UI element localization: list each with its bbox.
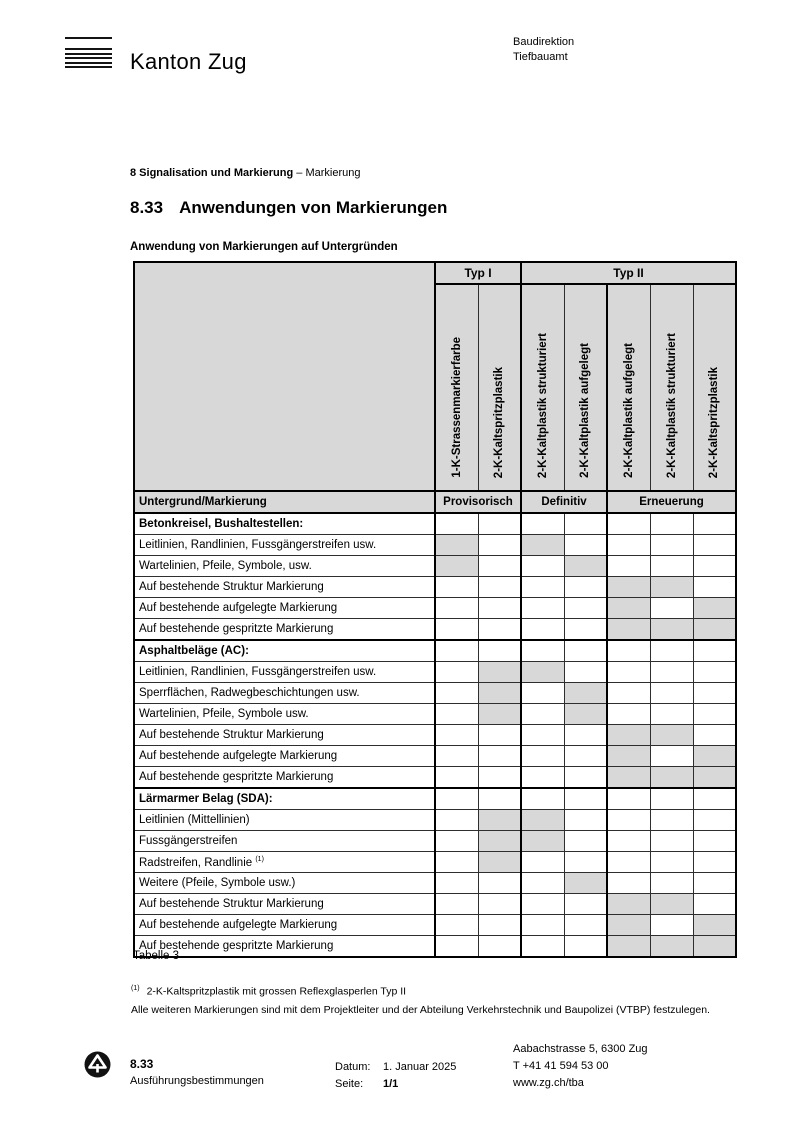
applicable-cell bbox=[564, 683, 607, 704]
applicable-cell bbox=[521, 810, 564, 831]
empty-cell bbox=[435, 513, 478, 535]
applicable-cell bbox=[478, 683, 521, 704]
empty-cell bbox=[564, 513, 607, 535]
empty-cell bbox=[650, 704, 693, 725]
empty-cell bbox=[693, 535, 736, 556]
empty-cell bbox=[693, 513, 736, 535]
empty-cell bbox=[564, 598, 607, 619]
empty-cell bbox=[521, 683, 564, 704]
applicable-cell bbox=[435, 535, 478, 556]
empty-cell bbox=[521, 598, 564, 619]
column-header-cell-7 bbox=[693, 284, 736, 491]
empty-cell bbox=[435, 788, 478, 810]
row-label: Auf bestehende gespritzte Markierung bbox=[134, 767, 435, 789]
page-title bbox=[130, 198, 447, 218]
applicable-cell bbox=[650, 725, 693, 746]
applicable-cell bbox=[693, 598, 736, 619]
applicable-cell bbox=[478, 662, 521, 683]
empty-cell bbox=[435, 577, 478, 598]
date-value: 1. Januar 2025 bbox=[383, 1061, 457, 1073]
empty-cell bbox=[521, 936, 564, 958]
applicable-cell bbox=[607, 915, 650, 936]
date-label: Datum: bbox=[335, 1061, 371, 1073]
row-label: Leitlinien, Randlinien, Fussgängerstreifen usw. bbox=[134, 662, 435, 683]
row-label: Auf bestehende Struktur Markierung bbox=[134, 577, 435, 598]
row-label: Asphaltbeläge (AC): bbox=[134, 640, 435, 662]
empty-cell bbox=[521, 746, 564, 767]
empty-cell bbox=[650, 873, 693, 894]
title-text: Anwendungen von Markierungen bbox=[179, 198, 448, 217]
table-row bbox=[134, 894, 736, 915]
empty-cell bbox=[478, 577, 521, 598]
table-row bbox=[134, 683, 736, 704]
section-row bbox=[134, 513, 736, 535]
kanton-zug-stripes-logo bbox=[65, 37, 112, 68]
empty-cell bbox=[521, 577, 564, 598]
empty-cell bbox=[693, 725, 736, 746]
empty-cell bbox=[693, 788, 736, 810]
empty-cell bbox=[521, 704, 564, 725]
empty-cell bbox=[693, 894, 736, 915]
empty-cell bbox=[435, 852, 478, 873]
breadcrumb-section: – Markierung bbox=[296, 167, 361, 179]
title-number: 8.33 bbox=[130, 198, 164, 217]
empty-cell bbox=[564, 535, 607, 556]
table-row bbox=[134, 535, 736, 556]
empty-cell bbox=[650, 535, 693, 556]
empty-cell bbox=[607, 873, 650, 894]
empty-cell bbox=[435, 936, 478, 958]
empty-cell bbox=[650, 831, 693, 852]
empty-cell bbox=[693, 852, 736, 873]
empty-cell bbox=[564, 640, 607, 662]
empty-cell bbox=[607, 662, 650, 683]
empty-cell bbox=[607, 683, 650, 704]
footer-website: www.zg.ch/tba bbox=[513, 1077, 584, 1089]
applicable-cell bbox=[607, 619, 650, 641]
applicable-cell bbox=[650, 619, 693, 641]
empty-cell bbox=[478, 873, 521, 894]
empty-cell bbox=[478, 788, 521, 810]
row-label: Auf bestehende Struktur Markierung bbox=[134, 725, 435, 746]
empty-cell bbox=[564, 915, 607, 936]
empty-cell bbox=[607, 831, 650, 852]
row-label: Leitlinien, Randlinien, Fussgängerstreifen usw. bbox=[134, 535, 435, 556]
table-row bbox=[134, 936, 736, 958]
applicable-cell bbox=[650, 577, 693, 598]
footer-address: Aabachstrasse 5, 6300 Zug bbox=[513, 1043, 648, 1055]
row-label: Auf bestehende aufgelegte Markierung bbox=[134, 746, 435, 767]
empty-cell bbox=[435, 683, 478, 704]
table-row bbox=[134, 767, 736, 789]
footer-date-row bbox=[335, 1059, 456, 1076]
empty-cell bbox=[564, 788, 607, 810]
column-header-label: 2-K-Kaltspritzplastik bbox=[493, 366, 506, 478]
table-row bbox=[134, 852, 736, 873]
empty-cell bbox=[607, 788, 650, 810]
org-line-directorate: Baudirektion bbox=[513, 36, 575, 48]
applicable-cell bbox=[693, 619, 736, 641]
breadcrumb-chapter: 8 Signalisation und Markierung bbox=[130, 167, 294, 179]
column-header-label: 2-K-Kaltspritzplastik bbox=[708, 366, 721, 478]
applicable-cell bbox=[607, 894, 650, 915]
empty-cell bbox=[435, 915, 478, 936]
applicable-cell bbox=[607, 577, 650, 598]
page-value: 1/1 bbox=[383, 1078, 399, 1090]
empty-cell bbox=[693, 577, 736, 598]
applicable-cell bbox=[478, 852, 521, 873]
empty-cell bbox=[607, 513, 650, 535]
table-row bbox=[134, 556, 736, 577]
empty-cell bbox=[521, 852, 564, 873]
table-corner-cell bbox=[134, 262, 435, 491]
logo-stripe bbox=[65, 37, 112, 39]
column-header-label: 2-K-Kaltplastik aufgelegt bbox=[579, 343, 592, 478]
table-row bbox=[134, 662, 736, 683]
empty-cell bbox=[478, 725, 521, 746]
row-label: Sperrflächen, Radwegbeschichtungen usw. bbox=[134, 683, 435, 704]
footnote-1-marker: (1) bbox=[131, 985, 140, 992]
empty-cell bbox=[564, 852, 607, 873]
empty-cell bbox=[435, 662, 478, 683]
applicable-cell bbox=[650, 894, 693, 915]
empty-cell bbox=[564, 725, 607, 746]
empty-cell bbox=[435, 767, 478, 789]
empty-cell bbox=[693, 810, 736, 831]
section-row bbox=[134, 640, 736, 662]
applicable-cell bbox=[521, 662, 564, 683]
row-label: Betonkreisel, Bushaltestellen: bbox=[134, 513, 435, 535]
applicable-cell bbox=[521, 831, 564, 852]
empty-cell bbox=[478, 556, 521, 577]
empty-cell bbox=[521, 873, 564, 894]
empty-cell bbox=[521, 725, 564, 746]
table-row bbox=[134, 873, 736, 894]
applicable-cell bbox=[478, 810, 521, 831]
column-header-cell-1 bbox=[435, 284, 478, 491]
empty-cell bbox=[435, 894, 478, 915]
logo-stripe bbox=[65, 48, 112, 50]
applicable-cell bbox=[693, 915, 736, 936]
markings-table bbox=[133, 261, 737, 958]
applicable-cell bbox=[607, 598, 650, 619]
typ-group-header-2: Typ II bbox=[521, 262, 736, 284]
empty-cell bbox=[693, 640, 736, 662]
empty-cell bbox=[521, 640, 564, 662]
row-label: Fussgängerstreifen bbox=[134, 831, 435, 852]
column-header-label: 1-K-Strassenmarkierfarbe bbox=[450, 337, 463, 478]
empty-cell bbox=[564, 810, 607, 831]
empty-cell bbox=[564, 831, 607, 852]
row-label: Auf bestehende aufgelegte Markierung bbox=[134, 598, 435, 619]
applicable-cell bbox=[607, 936, 650, 958]
empty-cell bbox=[564, 619, 607, 641]
header-wordmark: Kanton Zug bbox=[130, 49, 247, 74]
row-header: Untergrund/Markierung bbox=[134, 491, 435, 513]
empty-cell bbox=[478, 535, 521, 556]
row-label: Auf bestehende gespritzte Markierung bbox=[134, 619, 435, 641]
empty-cell bbox=[521, 915, 564, 936]
applicable-cell bbox=[564, 704, 607, 725]
empty-cell bbox=[435, 831, 478, 852]
row-label: Weitere (Pfeile, Symbole usw.) bbox=[134, 873, 435, 894]
footer-phone: T +41 41 594 53 00 bbox=[513, 1060, 609, 1072]
empty-cell bbox=[478, 619, 521, 641]
empty-cell bbox=[650, 640, 693, 662]
empty-cell bbox=[435, 873, 478, 894]
applicable-cell bbox=[607, 767, 650, 789]
section-row bbox=[134, 788, 736, 810]
footer-page-row bbox=[335, 1076, 456, 1093]
footer-section-number: 8.33 bbox=[130, 1057, 154, 1071]
table-row bbox=[134, 725, 736, 746]
empty-cell bbox=[435, 598, 478, 619]
applicable-cell bbox=[435, 556, 478, 577]
logo-stripe bbox=[65, 66, 112, 68]
empty-cell bbox=[521, 767, 564, 789]
footer-section bbox=[130, 1056, 264, 1090]
table-row bbox=[134, 831, 736, 852]
empty-cell bbox=[693, 662, 736, 683]
empty-cell bbox=[564, 577, 607, 598]
phase-group-header-1: Provisorisch bbox=[435, 491, 521, 513]
empty-cell bbox=[607, 556, 650, 577]
column-header-label: 2-K-Kaltplastik aufgelegt bbox=[622, 343, 635, 478]
empty-cell bbox=[650, 598, 693, 619]
footnote-1-text: 2-K-Kaltspritzplastik mit grossen Reflexglasperlen Typ II bbox=[146, 985, 407, 998]
empty-cell bbox=[435, 619, 478, 641]
table-row bbox=[134, 915, 736, 936]
header-organization bbox=[513, 35, 574, 65]
row-label: Leitlinien (Mittellinien) bbox=[134, 810, 435, 831]
column-header-cell-4 bbox=[564, 284, 607, 491]
applicable-cell bbox=[478, 831, 521, 852]
empty-cell bbox=[478, 513, 521, 535]
empty-cell bbox=[607, 640, 650, 662]
row-label: Radstreifen, Randlinie $^{(1)}$ bbox=[134, 852, 435, 873]
footer-meta bbox=[335, 1059, 456, 1093]
applicable-cell bbox=[650, 936, 693, 958]
table-row bbox=[134, 577, 736, 598]
table-caption: Anwendung von Markierungen auf Untergründen bbox=[130, 241, 398, 253]
applicable-cell bbox=[478, 704, 521, 725]
row-label: Auf bestehende aufgelegte Markierung bbox=[134, 915, 435, 936]
applicable-cell bbox=[693, 746, 736, 767]
empty-cell bbox=[693, 873, 736, 894]
empty-cell bbox=[650, 915, 693, 936]
applicable-cell bbox=[521, 535, 564, 556]
empty-cell bbox=[435, 640, 478, 662]
column-header-label: 2-K-Kaltplastik strukturiert bbox=[536, 332, 549, 478]
empty-cell bbox=[607, 704, 650, 725]
footer-contact bbox=[513, 1041, 648, 1092]
empty-cell bbox=[564, 936, 607, 958]
column-header-cell-6 bbox=[650, 284, 693, 491]
empty-cell bbox=[478, 746, 521, 767]
empty-cell bbox=[478, 894, 521, 915]
empty-cell bbox=[564, 894, 607, 915]
row-footnote-marker: (1) bbox=[255, 855, 264, 863]
org-line-office: Tiefbauamt bbox=[513, 51, 568, 63]
applicable-cell bbox=[693, 936, 736, 958]
empty-cell bbox=[478, 598, 521, 619]
applicable-cell bbox=[564, 873, 607, 894]
page-label: Seite: bbox=[335, 1078, 364, 1090]
footnote-2: Alle weiteren Markierungen sind mit dem Projektleiter und der Abteilung Verkehrstechnik und Baupolizei (VTBP) festzulegen. bbox=[131, 1004, 710, 1016]
empty-cell bbox=[478, 767, 521, 789]
table-row bbox=[134, 810, 736, 831]
empty-cell bbox=[435, 704, 478, 725]
empty-cell bbox=[564, 662, 607, 683]
row-label: Auf bestehende gespritzte Markierung bbox=[134, 936, 435, 958]
empty-cell bbox=[607, 535, 650, 556]
logo-stripe bbox=[65, 62, 112, 64]
empty-cell bbox=[564, 746, 607, 767]
empty-cell bbox=[435, 725, 478, 746]
applicable-cell bbox=[607, 725, 650, 746]
applicable-cell bbox=[693, 767, 736, 789]
empty-cell bbox=[521, 788, 564, 810]
applicable-cell bbox=[650, 767, 693, 789]
empty-cell bbox=[693, 831, 736, 852]
applicable-cell bbox=[564, 556, 607, 577]
row-label: Lärmarmer Belag (SDA): bbox=[134, 788, 435, 810]
table-label: Tabelle 3 bbox=[133, 950, 180, 962]
column-header-label: 2-K-Kaltplastik strukturiert bbox=[665, 332, 678, 478]
empty-cell bbox=[564, 767, 607, 789]
empty-cell bbox=[650, 683, 693, 704]
empty-cell bbox=[693, 683, 736, 704]
column-header-cell-5 bbox=[607, 284, 650, 491]
phase-group-header-2: Definitiv bbox=[521, 491, 607, 513]
empty-cell bbox=[650, 852, 693, 873]
empty-cell bbox=[435, 810, 478, 831]
empty-cell bbox=[650, 556, 693, 577]
table-row bbox=[134, 598, 736, 619]
empty-cell bbox=[521, 894, 564, 915]
empty-cell bbox=[607, 810, 650, 831]
empty-cell bbox=[693, 556, 736, 577]
table-row bbox=[134, 619, 736, 641]
logo-stripe bbox=[65, 57, 112, 59]
empty-cell bbox=[478, 915, 521, 936]
empty-cell bbox=[650, 513, 693, 535]
empty-cell bbox=[478, 640, 521, 662]
empty-cell bbox=[607, 852, 650, 873]
arrow-circle-icon bbox=[84, 1051, 111, 1078]
table-row bbox=[134, 704, 736, 725]
footer-section-name: Ausführungsbestimmungen bbox=[130, 1075, 264, 1087]
empty-cell bbox=[435, 746, 478, 767]
typ-group-header-1: Typ I bbox=[435, 262, 521, 284]
row-label: Wartelinien, Pfeile, Symbole usw. bbox=[134, 704, 435, 725]
empty-cell bbox=[650, 810, 693, 831]
empty-cell bbox=[693, 704, 736, 725]
empty-cell bbox=[650, 788, 693, 810]
table-row bbox=[134, 746, 736, 767]
row-label: Auf bestehende Struktur Markierung bbox=[134, 894, 435, 915]
applicable-cell bbox=[607, 746, 650, 767]
row-label: Wartelinien, Pfeile, Symbole, usw. bbox=[134, 556, 435, 577]
empty-cell bbox=[650, 662, 693, 683]
empty-cell bbox=[521, 513, 564, 535]
empty-cell bbox=[521, 556, 564, 577]
column-header-cell-2 bbox=[478, 284, 521, 491]
breadcrumb bbox=[130, 167, 360, 179]
phase-group-header-3: Erneuerung bbox=[607, 491, 736, 513]
footnote-1 bbox=[131, 985, 406, 998]
empty-cell bbox=[650, 746, 693, 767]
empty-cell bbox=[521, 619, 564, 641]
logo-stripe bbox=[65, 53, 112, 55]
empty-cell bbox=[478, 936, 521, 958]
column-header-cell-3 bbox=[521, 284, 564, 491]
